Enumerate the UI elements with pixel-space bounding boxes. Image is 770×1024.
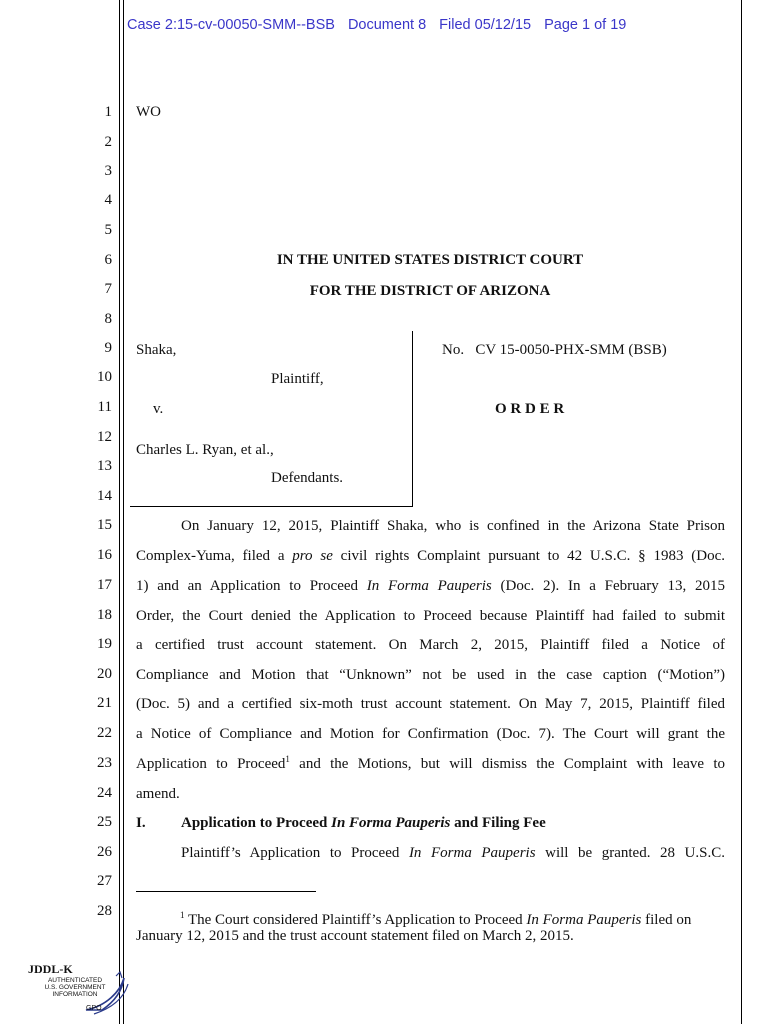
line-number: 25 xyxy=(97,814,112,830)
footnote-mark: 1 xyxy=(180,910,185,920)
wo-mark: WO xyxy=(136,104,161,120)
stamp-gpo: GPO xyxy=(86,1005,102,1012)
stamp-line: AUTHENTICATED xyxy=(47,977,103,984)
text-run: Application to Proceed xyxy=(181,815,332,831)
text-run: 1) and an Application to Proceed xyxy=(136,578,367,594)
text-run: Complex-Yuma, filed a xyxy=(136,548,293,564)
stamp-label: JDDL-K xyxy=(28,962,73,976)
body-line-26 xyxy=(181,844,725,862)
italic-run: In Forma Pauperis xyxy=(526,912,642,928)
header-case-number: Case 2:15-cv-00050-SMM--BSB xyxy=(127,17,335,33)
stamp-text xyxy=(40,977,110,998)
line-number: 9 xyxy=(104,340,112,356)
line-number: 19 xyxy=(97,636,112,652)
plaintiff-role: Plaintiff, xyxy=(271,371,324,387)
line-number: 24 xyxy=(97,785,112,801)
left-margin-rule-inner xyxy=(123,0,124,1024)
defendant-role: Defendants. xyxy=(271,470,344,486)
line-number: 12 xyxy=(97,429,112,445)
plaintiff-name: Shaka, xyxy=(136,342,177,358)
defendant-name: Charles L. Ryan, et al., xyxy=(136,442,274,458)
court-name: IN THE UNITED STATES DISTRICT COURT xyxy=(276,252,584,268)
line-number: 21 xyxy=(97,695,112,711)
court-district: FOR THE DISTRICT OF ARIZONA xyxy=(309,283,551,299)
body-line-24: amend. xyxy=(136,786,180,802)
line-number: 27 xyxy=(97,873,112,889)
body-line-18: Order, the Court denied the Application to Proceed because Plaintiff had failed to submit xyxy=(136,608,725,624)
line-number: 11 xyxy=(97,399,112,415)
line-number: 18 xyxy=(97,607,112,623)
right-margin-rule xyxy=(741,0,742,1024)
line-number: 7 xyxy=(104,281,112,297)
line-number: 26 xyxy=(97,844,112,860)
line-number: 13 xyxy=(97,458,112,474)
order-title: O R D E R xyxy=(495,401,565,417)
case-number: No. CV 15-0050-PHX-SMM (BSB) xyxy=(442,342,667,358)
left-margin-rule xyxy=(119,0,120,1024)
caption-horizontal-rule xyxy=(130,506,413,507)
italic-run: In Forma Pauperis xyxy=(408,845,536,861)
body-line-21: (Doc. 5) and a certified six-moth trust account statement. On May 7, 2015, Plaintiff filed xyxy=(136,696,725,712)
italic-run: pro se xyxy=(292,548,333,564)
section-number: I. xyxy=(136,815,146,831)
body-line-15: On January 12, 2015, Plaintiff Shaka, who is confined in the Arizona State Prison xyxy=(181,518,725,534)
line-number: 3 xyxy=(104,163,112,179)
body-line-16 xyxy=(136,547,725,565)
line-number: 10 xyxy=(97,369,112,385)
body-line-19: a certified trust account statement. On March 2, 2015, Plaintiff filed a Notice of xyxy=(136,637,725,653)
text-run: Application to Proceed xyxy=(136,756,286,772)
versus: v. xyxy=(153,401,164,417)
text-run: filed on January 12, 2015 and the trust account statement filed on March 2, 2015. xyxy=(136,912,692,944)
italic-run: In Forma Pauperis xyxy=(366,578,492,594)
text-run: Plaintiff’s Application to Proceed xyxy=(181,845,409,861)
text-run: will be granted. 28 U.S.C. xyxy=(535,845,725,861)
header-filed-date: Filed 05/12/15 xyxy=(439,17,532,33)
text-run: and the Motions, but will dismiss the Complaint with leave to xyxy=(289,756,725,772)
body-line-23 xyxy=(136,755,725,773)
footnote-rule xyxy=(136,891,316,892)
line-number: 2 xyxy=(104,134,112,150)
stamp-line: U.S. GOVERNMENT xyxy=(44,984,106,991)
line-number: 16 xyxy=(97,547,112,563)
line-number: 4 xyxy=(104,192,112,208)
line-number: 23 xyxy=(97,755,112,771)
text-run: and Filing Fee xyxy=(450,815,546,831)
body-line-22: a Notice of Compliance and Motion for Confirmation (Doc. 7). The Court will grant the xyxy=(136,726,725,742)
line-number: 17 xyxy=(97,577,112,593)
line-number: 28 xyxy=(97,903,112,919)
line-number: 1 xyxy=(104,104,112,120)
case-header xyxy=(127,17,635,33)
stamp-line: INFORMATION xyxy=(52,991,98,998)
line-number: 5 xyxy=(104,222,112,238)
line-number: 15 xyxy=(97,517,112,533)
line-number: 20 xyxy=(97,666,112,682)
text-run: (Doc. 2). In a February 13, 2015 xyxy=(491,578,726,594)
body-line-20: Compliance and Motion that “Unknown” not be used in the case caption (“Motion”) xyxy=(136,667,725,683)
caption-vertical-rule xyxy=(412,331,413,507)
line-number: 8 xyxy=(104,311,112,327)
header-document: Document 8 xyxy=(347,17,427,33)
line-number: 6 xyxy=(104,252,112,268)
body-line-17 xyxy=(136,577,725,595)
footnote xyxy=(136,912,725,944)
italic-run: In Forma Pauperis xyxy=(331,815,451,831)
section-heading xyxy=(181,814,546,832)
line-number: 22 xyxy=(97,725,112,741)
text-run: The Court considered Plaintiff’s Application to Proceed xyxy=(184,912,527,928)
text-run: civil rights Complaint pursuant to 42 U.S.C. § 1983 (Doc. xyxy=(332,548,725,564)
header-page: Page 1 of 19 xyxy=(544,17,627,33)
footnote-reference: 1 xyxy=(285,754,290,764)
line-number: 14 xyxy=(97,488,112,504)
